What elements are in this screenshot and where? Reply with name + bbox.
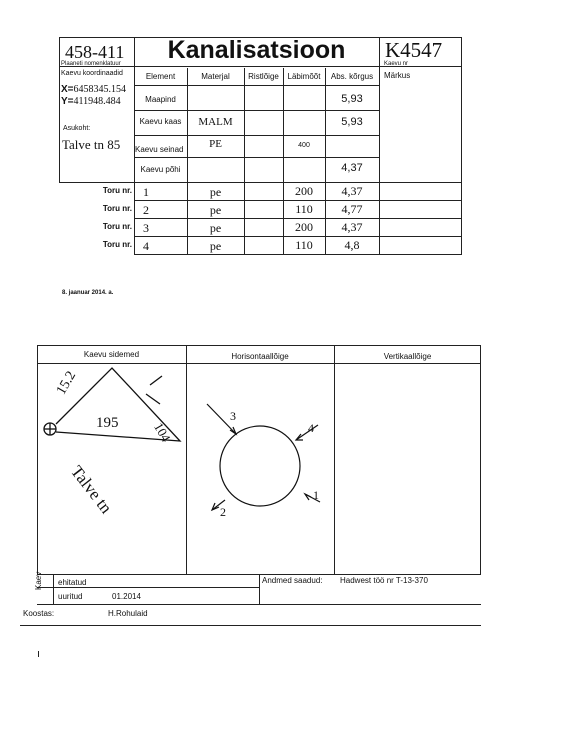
pipe-elevation: 4,8 bbox=[344, 238, 360, 252]
col-header-material: Materjal bbox=[201, 72, 230, 81]
divider bbox=[37, 587, 259, 588]
panel-title-horizontal: Horisontaallõige bbox=[231, 352, 289, 361]
pipe-elevation: 4,37 bbox=[341, 184, 363, 198]
author-value: H.Rohulaid bbox=[108, 609, 148, 618]
panel-title-links: Kaevu sidemed bbox=[83, 350, 140, 359]
pipe-elevation: 4,77 bbox=[341, 202, 363, 216]
address-label: Asukoht: bbox=[63, 125, 91, 132]
col-header-element: Element bbox=[145, 72, 176, 81]
row-element: Kaevu põhi bbox=[140, 165, 181, 174]
author-label: Koostas: bbox=[23, 609, 55, 618]
hand-dim-152: 15.2 bbox=[54, 368, 80, 398]
pipe-diameter: 110 bbox=[295, 238, 313, 252]
side-label: Kaev bbox=[34, 571, 43, 590]
col-header-diameter: Läbimõõt bbox=[287, 72, 321, 81]
pipe-mark-3: 3 bbox=[230, 409, 236, 423]
pipe-nr: 2 bbox=[143, 203, 149, 217]
divider bbox=[259, 575, 260, 604]
divider bbox=[20, 625, 481, 626]
x-label: X= bbox=[61, 84, 74, 95]
date-note: 8. jaanuar 2014. a. bbox=[62, 290, 114, 296]
divider bbox=[53, 575, 54, 604]
col-header-elevation: Abs. kõrgus bbox=[330, 72, 374, 81]
pipe-mark-2: 2 bbox=[220, 505, 226, 519]
source-value: Hadwest töö nr T-13-370 bbox=[340, 576, 428, 585]
divider bbox=[37, 604, 481, 605]
pipe-label: Toru nr. bbox=[102, 204, 132, 213]
pipe-nr: 4 bbox=[143, 239, 149, 253]
row-elevation: 4,37 bbox=[341, 162, 363, 174]
pipe-diameter: 200 bbox=[295, 220, 313, 234]
hand-dim-104: 104 bbox=[151, 420, 174, 445]
coords-label: Kaevu koordinaadid bbox=[61, 70, 123, 77]
pipe-diameter: 200 bbox=[295, 184, 313, 198]
horizontal-section bbox=[207, 404, 320, 510]
hand-dim-195: 195 bbox=[96, 415, 119, 431]
row-element: Kaevu kaas bbox=[139, 117, 182, 126]
scan-mark bbox=[38, 651, 39, 657]
row-material: MALM bbox=[198, 116, 233, 128]
pipe-label: Toru nr. bbox=[102, 222, 132, 231]
row-element: Maapind bbox=[145, 95, 176, 104]
row-elevation: 5,93 bbox=[341, 93, 363, 105]
pipe-nr: 1 bbox=[143, 185, 149, 199]
col-header-cross-section: Ristlõige bbox=[248, 72, 279, 81]
address-value: Talve tn 85 bbox=[62, 137, 121, 152]
y-label: Y= bbox=[61, 96, 74, 107]
pipe-material: pe bbox=[209, 203, 222, 217]
panel-title-vertical: Vertikaallõige bbox=[383, 352, 432, 361]
pipe-mark-4: 4 bbox=[308, 421, 314, 435]
pipe-nr: 3 bbox=[143, 221, 149, 235]
measured-value: 01.2014 bbox=[112, 592, 141, 601]
well-number-label: Kaevu nr bbox=[384, 61, 409, 67]
pipe-material: pe bbox=[209, 185, 222, 199]
source-label: Andmed saadud: bbox=[262, 576, 323, 585]
sheet-number: 458-411 bbox=[65, 42, 125, 62]
measured-label: uuritud bbox=[58, 592, 83, 601]
pipe-label: Toru nr. bbox=[102, 240, 132, 249]
x-value: 6458345.154 bbox=[73, 84, 127, 95]
page-title: Kanalisatsioon bbox=[167, 36, 346, 64]
pipe-label: Toru nr. bbox=[102, 186, 132, 195]
sheet-label: Plaaneti nomenklatuur bbox=[61, 61, 121, 67]
built-label: ehitatud bbox=[58, 578, 87, 587]
row-element: Kaevu seinad bbox=[135, 145, 184, 154]
pipe-elevation: 4,37 bbox=[341, 220, 363, 234]
y-value: 411948.484 bbox=[73, 96, 121, 107]
pipe-material: pe bbox=[209, 239, 222, 253]
pipe-mark-1: 1 bbox=[313, 488, 319, 502]
row-diameter: 400 bbox=[298, 142, 310, 149]
col-header-remarks: Märkus bbox=[384, 71, 411, 80]
pipe-material: pe bbox=[209, 221, 222, 235]
pipe-diameter: 110 bbox=[295, 202, 313, 216]
row-material: PE bbox=[209, 138, 222, 150]
hand-street-name: Talve tn bbox=[67, 462, 116, 518]
row-elevation: 5,93 bbox=[341, 116, 363, 128]
well-number: K4547 bbox=[385, 38, 443, 62]
